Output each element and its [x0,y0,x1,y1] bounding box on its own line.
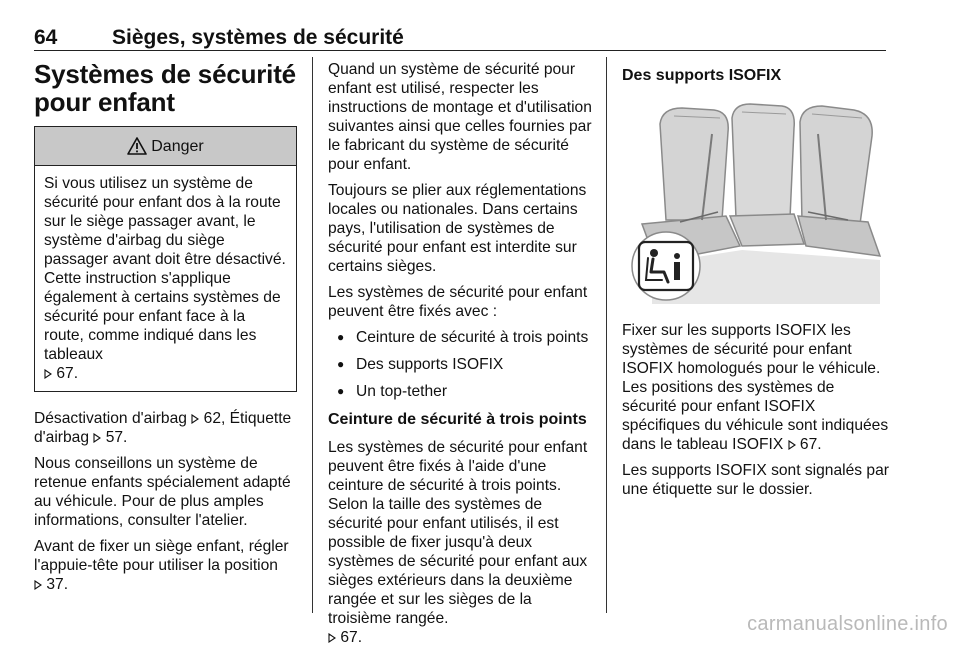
paragraph: Désactivation d'airbag 62, Étiquette d'airbag 57. [34,410,292,446]
page-ref[interactable]: 57. [105,429,128,446]
column-3 [622,60,892,506]
paragraph: Nous conseillons un système de retenue enfants spécialement adapté au véhicule. Pour de plus amples informations, consulter l'atelier. [34,455,291,529]
danger-title: Danger [151,137,204,155]
column-divider [312,57,313,613]
danger-body: Si vous utilisez un système de sécurité pour enfant dos à la route sur le siège passager avant, le système d'airbag du siège passager avant doit être désactivé. Cette instruction s'applique également à certains systèmes de sécurité pour enfant face à la route, comme indiqué dans les tableaux 67. [44,175,286,382]
list-item: ● Des supports ISOFIX [328,355,593,374]
watermark: carmanualsonline.info [747,613,948,635]
page-ref[interactable]: 67. [56,365,79,382]
paragraph: Toujours se plier aux réglementations locales ou nationales. Dans certains pays, l'utilisation de systèmes de sécurité pour enfant est interdite sur certains sièges. [328,182,587,275]
page-reference-icon [93,433,101,443]
section-title: Systèmes de sécurité pour enfant [34,59,296,117]
page-number: 64 [34,26,58,49]
bullet-list [328,328,593,401]
list-item: ● Un top-tether [328,382,593,401]
danger-header [35,127,296,166]
subheading: Des supports ISOFIX [622,67,782,84]
page-ref[interactable]: 62, Étiquette d'airbag [34,410,292,446]
page-ref[interactable]: 37. [46,576,69,593]
page-ref[interactable]: 67. [340,629,363,646]
page-reference-icon [44,369,52,379]
page-reference-icon [34,580,42,590]
column-1 [34,60,297,601]
danger-box [34,126,297,392]
isofix-seat-illustration [622,94,884,304]
page-reference-icon [191,414,199,424]
paragraph: Les systèmes de sécurité pour enfant peuvent être fixés à l'aide d'une ceinture de sécurité à trois points. Selon la taille des systèmes de sécurité pour enfant utilisés, il est possible de fixer jusqu'à deux systèmes de sécurité pour enfant aux sièges extérieurs dans la deuxième rangée et sur les sièges de la troisième rangée. 67. [328,439,588,646]
paragraph: Les systèmes de sécurité pour enfant peuvent être fixés avec : [328,284,588,320]
paragraph: Les supports ISOFIX sont signalés par une étiquette sur le dossier. [622,462,889,498]
running-title: Sièges, systèmes de sécurité [112,26,404,49]
page-ref[interactable]: 67. [799,436,822,453]
column-2 [328,60,593,654]
page-reference-icon [788,440,796,450]
paragraph: Avant de fixer un siège enfant, régler l'appuie-tête pour utiliser la position 37. [34,538,289,593]
subheading: Ceinture de sécurité à trois points [328,411,587,428]
warning-icon [127,137,147,155]
paragraph: Quand un système de sécurité pour enfant est utilisé, respecter les instructions de montage et d'utilisation suivantes ainsi que celles fournies par le fabricant du système de sécurité pour enfant. [328,61,592,173]
page-header [34,20,886,51]
paragraph: Fixer sur les supports ISOFIX les systèmes de sécurité pour enfant ISOFIX homologués pour le véhicule. Les positions des systèmes de sécurité pour enfant ISOFIX spécifiques du véhicule sont indiquées dans le tableau ISOFIX 67. [622,322,889,453]
column-divider [606,57,607,613]
list-item: ● Ceinture de sécurité à trois points [328,328,593,347]
